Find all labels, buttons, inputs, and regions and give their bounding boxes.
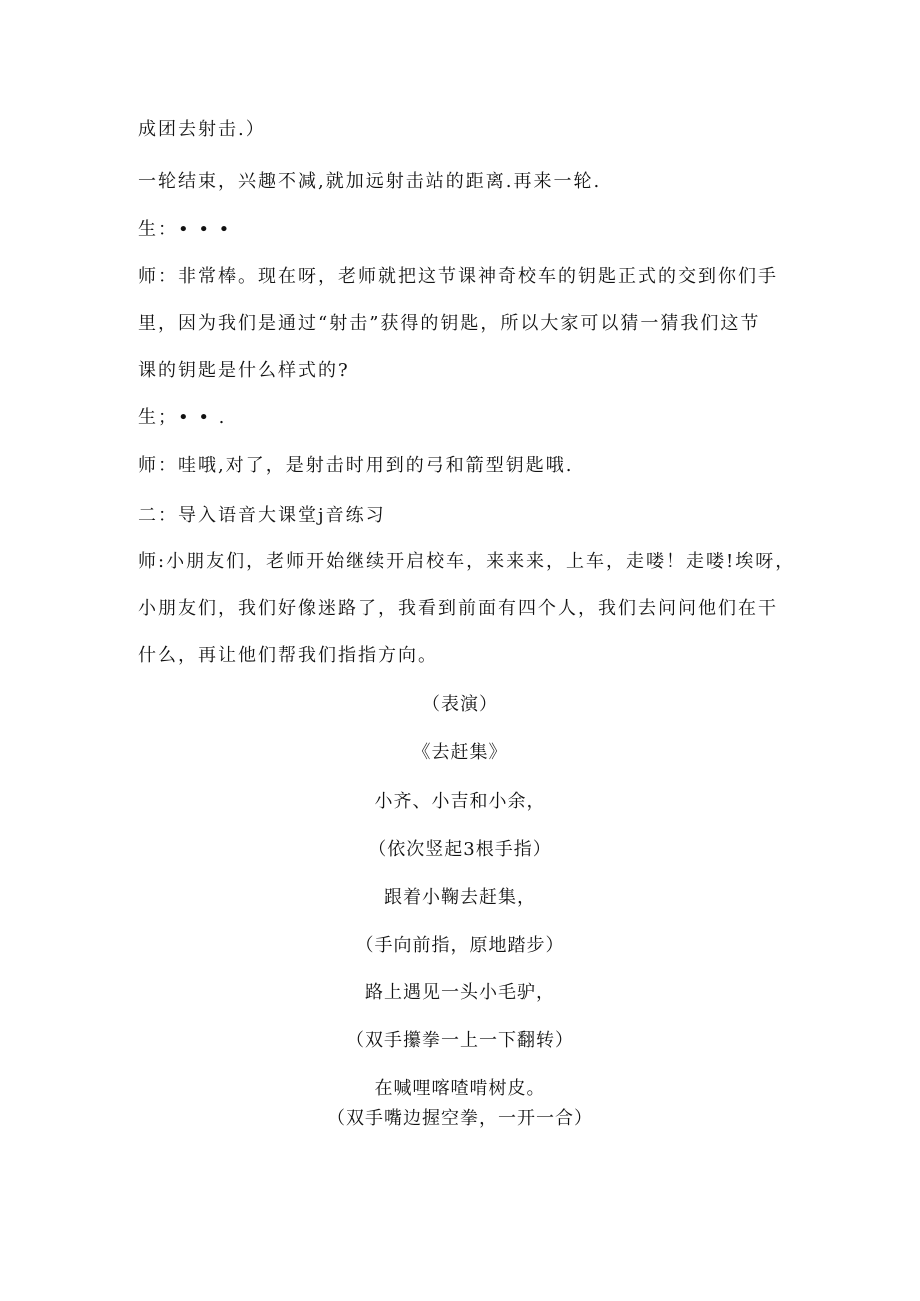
teacher-speech-line: 什么，再让他们帮我们指指方向。 [138, 645, 438, 666]
action-note: （双手攥拳一上一下翻转） [346, 1030, 574, 1051]
teacher-speech-line: 课的钥匙是什么样式的? [138, 360, 350, 381]
action-note: （手向前指，原地踏步） [355, 935, 565, 956]
poem-line: 路上遇见一头小毛驴， [365, 982, 555, 1003]
student-response-line: 生：• • • [138, 219, 232, 240]
poem-line: 在喊哩喀喳啃树皮。 [374, 1078, 546, 1099]
poem-line: 小齐、小吉和小余， [374, 791, 546, 812]
performance-label: （表演） [422, 694, 498, 715]
action-note: （双手嘴边握空拳，一开一合） [327, 1108, 593, 1129]
poem-title: 《去赶集》 [412, 742, 508, 763]
section-heading: 二：导入语音大课堂j音练习 [138, 505, 386, 526]
teacher-speech-line: 师：哇哦,对了，是射击时用到的弓和箭型钥匙哦. [138, 455, 574, 476]
poem-line: 跟着小鞠去赶集， [384, 887, 536, 908]
action-note: （依次竖起3根手指） [368, 839, 552, 860]
student-response-line: 生；• • . [138, 407, 227, 428]
teacher-speech-line: 里，因为我们是通过“射击”获得的钥匙，所以大家可以猜一猜我们这节 [138, 313, 761, 334]
paragraph-line: 成团去射击.） [138, 119, 266, 140]
teacher-speech-line: 师:小朋友们，老师开始继续开启校车，来来来，上车，走喽！走喽!埃呀， [138, 551, 796, 572]
paragraph-line: 一轮结束，兴趣不减,就加远射击站的距离.再来一轮. [138, 171, 602, 192]
teacher-speech-line: 师：非常棒。现在呀，老师就把这节课神奇校车的钥匙正式的交到你们手 [138, 266, 778, 287]
teacher-speech-line: 小朋友们，我们好像迷路了，我看到前面有四个人，我们去问问他们在干 [138, 598, 778, 619]
